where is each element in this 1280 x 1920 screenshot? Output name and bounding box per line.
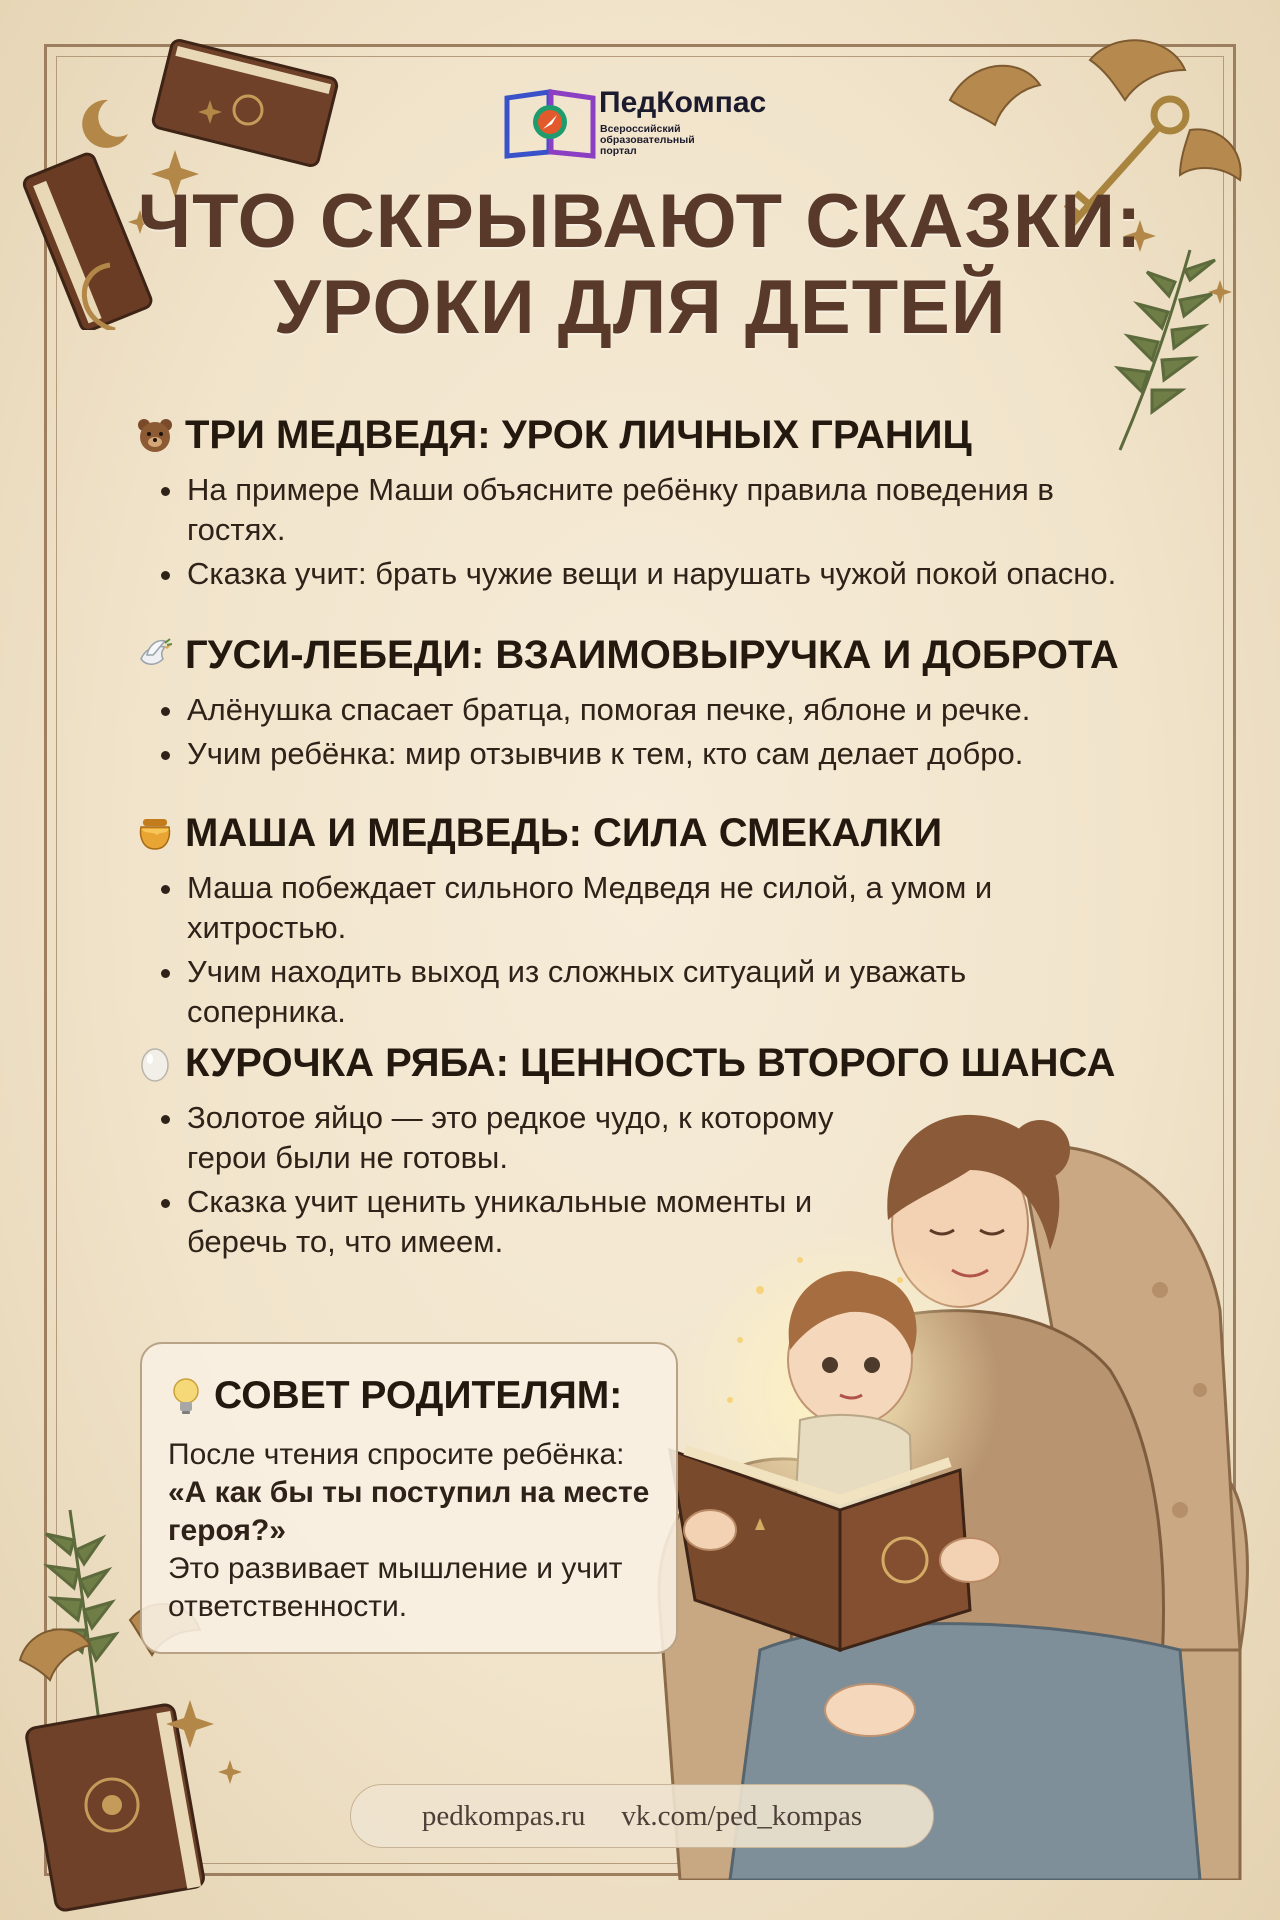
bullet-list [159,470,1175,594]
section-heading-text: МАША И МЕДВЕДЬ: СИЛА СМЕКАЛКИ [185,810,943,855]
light-bulb-icon [168,1376,204,1416]
section-three-bears [135,410,1175,598]
page-title-line-2: УРОКИ ДЛЯ ДЕТЕЙ [273,265,1007,350]
egg-icon [135,1043,175,1083]
list-item: Сказка учит: брать чужие вещи и нарушать чужой покой опасно. [159,554,1175,594]
advice-text [168,1436,654,1626]
list-item: Золотое яйцо — это редкое чудо, к которому герои были не готовы. [159,1098,887,1178]
bullet-list [159,1098,1175,1262]
section-heading-text: ГУСИ-ЛЕБЕДИ: ВЗАИМОВЫРУЧКА И ДОБРОТА [185,632,1119,677]
list-item: Маша побеждает сильного Медведя не силой, а умом и хитростью. [159,868,1067,948]
list-item: Сказка учит ценить уникальные моменты и беречь то, что имеем. [159,1182,867,1262]
dove-icon [135,635,175,675]
section-heading [135,410,1175,460]
section-heading-text: ТРИ МЕДВЕДЯ: УРОК ЛИЧНЫХ ГРАНИЦ [185,412,972,457]
vk-link[interactable]: vk.com/ped_kompas [621,1799,863,1832]
section-heading [135,1038,1175,1088]
logo-subtitle: Всероссийский образовательный портал [600,123,695,157]
list-item: Алёнушка спасает братца, помогая печке, яблоне и речке. [159,690,1175,730]
page-title-line-1: ЧТО СКРЫВАЮТ СКАЗКИ: [137,179,1143,264]
footer-links [350,1784,934,1848]
advice-heading [168,1374,654,1418]
list-item: Учим ребёнка: мир отзывчив к тем, кто сам делает добро. [159,734,1175,774]
advice-outro: Это развивает мышление и учит ответственности. [168,1552,623,1623]
section-geese-swans [135,630,1175,778]
list-item: На примере Маши объясните ребёнку правила поведения в гостях. [159,470,1077,550]
logo[interactable] [503,84,783,160]
section-heading [135,808,1175,858]
bullet-list [159,868,1175,1032]
section-heading [135,630,1175,680]
advice-question: «А как бы ты поступил на месте героя?» [168,1476,650,1547]
advice-box [140,1342,678,1654]
logo-name: ПедКомпас [599,86,767,119]
site-link[interactable]: pedkompas.ru [421,1799,586,1832]
section-masha-and-bear [135,808,1175,1036]
bear-icon [135,415,175,455]
advice-intro: После чтения спросите ребёнка: [168,1438,625,1471]
list-item: Учим находить выход из сложных ситуаций и уважать соперника. [159,952,1067,1032]
section-hen-ryaba [135,1038,1175,1266]
honey-pot-icon [135,813,175,853]
bullet-list [159,690,1175,774]
advice-heading-text: СОВЕТ РОДИТЕЛЯМ: [214,1374,623,1417]
book-compass-logo-icon [503,84,599,160]
section-heading-text: КУРОЧКА РЯБА: ЦЕННОСТЬ ВТОРОГО ШАНСА [185,1040,1116,1085]
